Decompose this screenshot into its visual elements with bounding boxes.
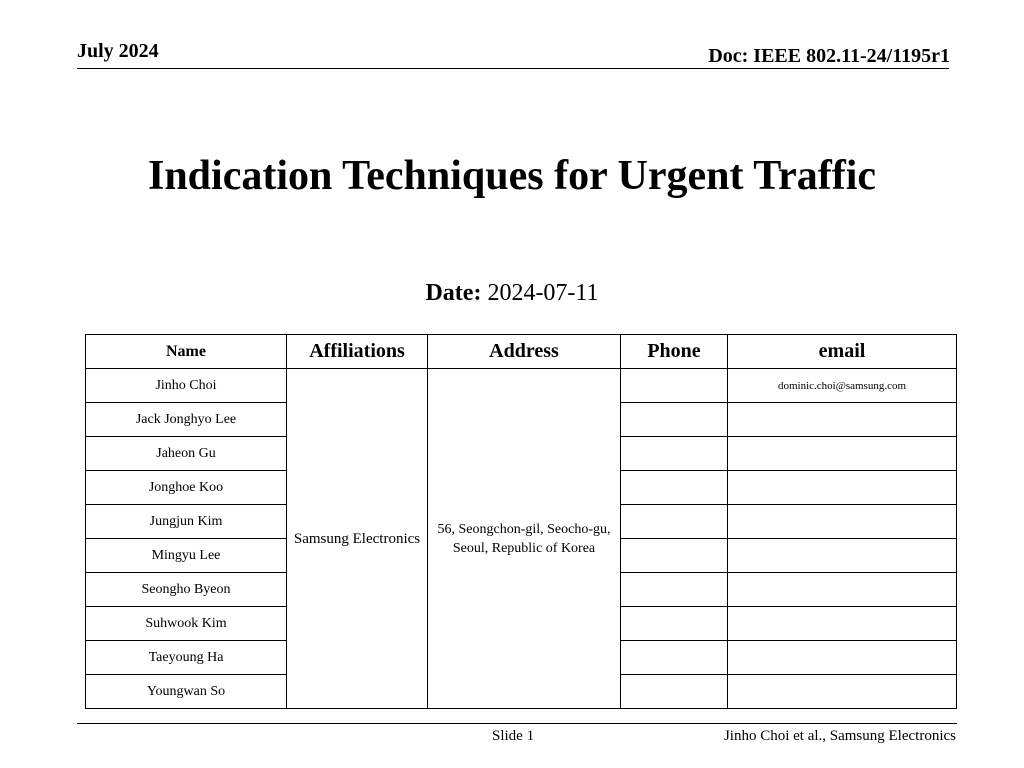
author-email — [728, 675, 957, 709]
author-name: Jack Jonghyo Lee — [86, 403, 287, 437]
date-line — [0, 280, 1024, 307]
author-name: Taeyoung Ha — [86, 641, 287, 675]
header-email: email — [728, 335, 957, 369]
author-email — [728, 437, 957, 471]
author-phone — [621, 505, 728, 539]
footer-divider — [77, 723, 957, 724]
date-value: 2024-07-11 — [487, 280, 599, 306]
author-email — [728, 607, 957, 641]
author-name: Mingyu Lee — [86, 539, 287, 573]
author-phone — [621, 641, 728, 675]
header-address: Address — [428, 335, 621, 369]
author-email — [728, 573, 957, 607]
author-email — [728, 539, 957, 573]
author-name: Jaheon Gu — [86, 437, 287, 471]
address-cell: 56, Seongchon-gil, Seocho-gu, Seoul, Republic of Korea — [428, 369, 621, 709]
author-phone — [621, 573, 728, 607]
footer-slide-number: Slide 1 — [492, 728, 535, 744]
author-phone — [621, 437, 728, 471]
header-divider — [77, 68, 949, 69]
slide-title: Indication Techniques for Urgent Traffic — [147, 153, 877, 199]
header-doc-number: Doc: IEEE 802.11-24/1195r1 — [708, 45, 950, 67]
authors-table — [85, 334, 957, 709]
table-header-row — [86, 335, 957, 369]
date-label: Date: — [425, 280, 482, 306]
header-name: Name — [86, 335, 287, 369]
author-phone — [621, 675, 728, 709]
table-row — [86, 369, 957, 403]
header-affiliations: Affiliations — [287, 335, 428, 369]
author-name: Youngwan So — [86, 675, 287, 709]
header-date: July 2024 — [77, 40, 159, 62]
author-name: Jonghoe Koo — [86, 471, 287, 505]
author-phone — [621, 607, 728, 641]
header-phone: Phone — [621, 335, 728, 369]
author-phone — [621, 403, 728, 437]
author-name: Jungjun Kim — [86, 505, 287, 539]
author-name: Seongho Byeon — [86, 573, 287, 607]
author-phone — [621, 539, 728, 573]
author-email — [728, 403, 957, 437]
affiliation-cell: Samsung Electronics — [287, 369, 428, 709]
author-phone — [621, 471, 728, 505]
author-email — [728, 471, 957, 505]
author-name: Suhwook Kim — [86, 607, 287, 641]
author-email — [728, 505, 957, 539]
author-name: Jinho Choi — [86, 369, 287, 403]
author-email: dominic.choi@samsung.com — [728, 369, 957, 403]
footer-author: Jinho Choi et al., Samsung Electronics — [723, 728, 956, 744]
author-email — [728, 641, 957, 675]
author-phone — [621, 369, 728, 403]
